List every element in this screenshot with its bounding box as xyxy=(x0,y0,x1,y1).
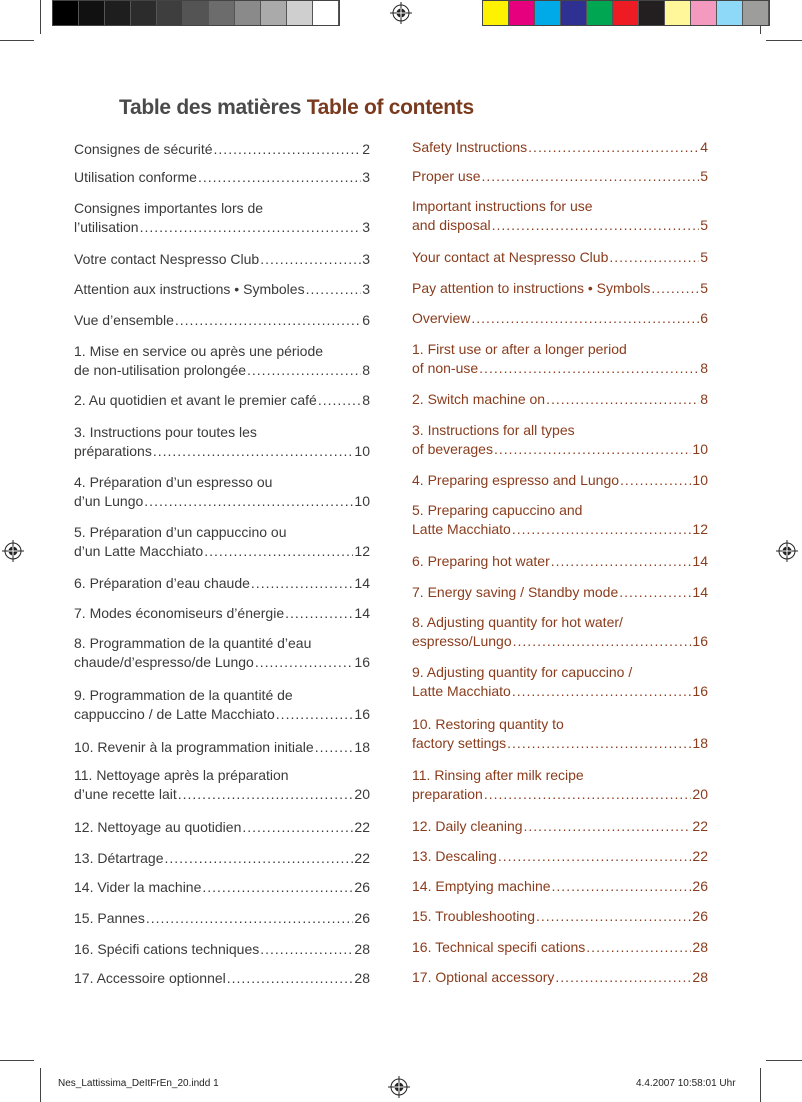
toc-leader-dots xyxy=(619,583,691,602)
toc-entry-title: 14. Emptying machine xyxy=(412,878,551,894)
toc-entry[interactable] xyxy=(74,473,370,511)
color-swatch xyxy=(183,1,209,25)
toc-page-number: 14 xyxy=(354,605,370,621)
toc-entry-title: of beverages xyxy=(412,441,493,457)
toc-leader-dots xyxy=(315,738,354,757)
color-swatch xyxy=(157,1,183,25)
toc-entry-title: of non-use xyxy=(412,360,479,376)
toc-entry-title: 17. Optional accessory xyxy=(412,969,555,985)
toc-entry-title: 15. Troubleshooting xyxy=(412,908,535,924)
toc-entry-title: cappuccino / de Latte Macchiato xyxy=(74,706,275,722)
toc-entry[interactable] xyxy=(412,766,708,804)
toc-entry-title: preparation xyxy=(412,786,483,802)
toc-entry[interactable] xyxy=(74,140,370,159)
registration-mark-icon xyxy=(390,2,412,24)
toc-leader-dots xyxy=(512,520,692,539)
toc-entry[interactable] xyxy=(74,311,370,330)
toc-entry[interactable] xyxy=(412,279,708,298)
toc-page-number: 14 xyxy=(692,584,708,600)
toc-entry[interactable] xyxy=(74,634,370,672)
toc-entry-title: l’utilisation xyxy=(74,219,139,235)
toc-page-number: 20 xyxy=(692,786,708,802)
toc-leader-dots xyxy=(260,940,353,959)
color-swatch xyxy=(639,1,665,25)
toc-entry[interactable] xyxy=(74,250,370,269)
toc-entry-title: Your contact at Nespresso Club xyxy=(412,249,609,265)
toc-leader-dots xyxy=(175,311,361,330)
toc-entry[interactable] xyxy=(74,423,370,461)
toc-page-number: 28 xyxy=(354,941,370,957)
toc-leader-dots xyxy=(546,390,699,409)
title-french: Table des matières xyxy=(119,96,302,119)
toc-leader-dots xyxy=(255,653,354,672)
toc-entry-title: 8. Programmation de la quantité d’eau xyxy=(74,635,312,651)
crop-mark xyxy=(0,40,34,41)
toc-entry-title: factory settings xyxy=(412,735,507,751)
toc-entry-title: Consignes importantes lors de xyxy=(74,200,264,216)
toc-leader-dots xyxy=(214,140,362,159)
toc-page-number: 10 xyxy=(692,472,708,488)
toc-entry[interactable] xyxy=(412,552,708,571)
toc-entry-title: de non-utilisation prolongée xyxy=(74,362,247,378)
toc-entry-title: 6. Préparation d’eau chaude xyxy=(74,575,250,591)
toc-leader-dots xyxy=(306,280,362,299)
color-swatch xyxy=(509,1,535,25)
toc-entry[interactable] xyxy=(412,390,708,409)
toc-leader-dots xyxy=(247,361,361,380)
color-swatch xyxy=(209,1,235,25)
toc-leader-dots xyxy=(513,632,692,651)
toc-entry-title: 7. Modes économiseurs d’énergie xyxy=(74,605,285,621)
toc-entry[interactable] xyxy=(74,818,370,837)
grayscale-color-bar xyxy=(52,0,340,26)
toc-entry-title: préparations xyxy=(74,443,152,459)
toc-leader-dots xyxy=(528,138,699,157)
toc-entry-title: 3. Instructions pour toutes les xyxy=(74,424,257,440)
toc-page-number: 3 xyxy=(362,169,370,185)
toc-entry[interactable] xyxy=(412,847,708,866)
toc-leader-dots xyxy=(204,542,353,561)
toc-entry-title: 9. Adjusting quantity for capuccino / xyxy=(412,664,633,680)
toc-page-number: 3 xyxy=(362,251,370,267)
toc-page-number: 6 xyxy=(362,312,370,328)
toc-entry-title: 12. Nettoyage au quotidien xyxy=(74,819,242,835)
toc-entry-title: Utilisation conforme xyxy=(74,169,197,185)
toc-entry-title: 9. Programmation de la quantité de xyxy=(74,687,293,703)
toc-page-number: 3 xyxy=(362,219,370,235)
color-swatch xyxy=(535,1,561,25)
toc-page-number: 8 xyxy=(700,360,708,376)
toc-entry[interactable] xyxy=(74,686,370,724)
color-swatch xyxy=(79,1,105,25)
toc-entry-title: d’une recette lait xyxy=(74,786,177,802)
toc-entry-title: Consignes de sécurité xyxy=(74,141,213,157)
toc-entry-title: 4. Préparation d’un espresso ou xyxy=(74,474,273,490)
color-swatch xyxy=(561,1,587,25)
toc-page-number: 16 xyxy=(692,683,708,699)
toc-page-number: 26 xyxy=(692,878,708,894)
toc-entry-title: 5. Preparing capuccino and xyxy=(412,502,583,518)
toc-entry-title: and disposal xyxy=(412,217,491,233)
toc-leader-dots xyxy=(242,818,353,837)
toc-entry-title: 7. Energy saving / Standby mode xyxy=(412,584,619,600)
toc-leader-dots xyxy=(586,938,691,957)
page-title xyxy=(119,96,474,120)
crop-mark xyxy=(766,1060,802,1061)
toc-entry[interactable] xyxy=(412,471,708,490)
toc-page-number: 8 xyxy=(362,392,370,408)
toc-entry-title: d’un Lungo xyxy=(74,493,144,509)
toc-entry-title: Attention aux instructions • Symboles xyxy=(74,281,305,297)
toc-entry[interactable] xyxy=(412,715,708,753)
toc-leader-dots xyxy=(178,785,354,804)
toc-page-number: 5 xyxy=(700,280,708,296)
color-swatch xyxy=(613,1,639,25)
registration-mark-icon xyxy=(2,540,24,562)
toc-entry-title: espresso/Lungo xyxy=(412,633,512,649)
toc-entry-title: 12. Daily cleaning xyxy=(412,818,523,834)
toc-entry-title: 11. Rinsing after milk recipe xyxy=(412,767,584,783)
color-swatch xyxy=(105,1,131,25)
toc-leader-dots xyxy=(165,849,354,868)
color-swatch xyxy=(53,1,79,25)
toc-entry-title: Votre contact Nespresso Club xyxy=(74,251,260,267)
title-english: Table of contents xyxy=(306,96,474,119)
toc-entry-title: 2. Switch machine on xyxy=(412,391,546,407)
toc-leader-dots xyxy=(536,907,691,926)
toc-entry[interactable] xyxy=(412,613,708,651)
toc-entry[interactable] xyxy=(74,574,370,593)
color-swatch xyxy=(287,1,313,25)
toc-page-number: 10 xyxy=(354,493,370,509)
toc-entry-title: 3. Instructions for all types xyxy=(412,422,575,438)
color-swatch xyxy=(313,1,339,25)
toc-page-number: 5 xyxy=(700,249,708,265)
toc-entry[interactable] xyxy=(74,280,370,299)
toc-leader-dots xyxy=(498,847,692,866)
toc-entry[interactable] xyxy=(412,583,708,602)
toc-page-number: 18 xyxy=(354,739,370,755)
toc-leader-dots xyxy=(551,552,692,571)
toc-entry-title: Pay attention to instructions • Symbols xyxy=(412,280,651,296)
toc-entry-title: Safety Instructions xyxy=(412,139,528,155)
toc-leader-dots xyxy=(227,969,354,988)
toc-page-number: 8 xyxy=(362,362,370,378)
color-swatch xyxy=(483,1,509,25)
process-color-bar xyxy=(482,0,770,26)
toc-leader-dots xyxy=(492,216,700,235)
toc-entry[interactable] xyxy=(412,248,708,267)
toc-leader-dots xyxy=(651,279,699,298)
toc-leader-dots xyxy=(484,785,692,804)
toc-entry-title: 5. Préparation d’un cappuccino ou xyxy=(74,524,287,540)
toc-leader-dots xyxy=(276,705,354,724)
toc-leader-dots xyxy=(285,604,353,623)
crop-mark xyxy=(0,1060,34,1061)
toc-page-number: 2 xyxy=(362,141,370,157)
toc-entry-title: Proper use xyxy=(412,168,481,184)
toc-page-number: 10 xyxy=(354,443,370,459)
toc-entry-title: 16. Technical specifi cations xyxy=(412,939,586,955)
toc-entry-title: 10. Revenir à la programmation initiale xyxy=(74,739,314,755)
toc-entry[interactable] xyxy=(74,849,370,868)
color-swatch xyxy=(691,1,717,25)
toc-entry[interactable] xyxy=(74,969,370,988)
toc-entry-title: 15. Pannes xyxy=(74,910,145,926)
toc-leader-dots xyxy=(620,471,691,490)
toc-entry[interactable] xyxy=(412,877,708,896)
toc-entry[interactable] xyxy=(412,907,708,926)
toc-entry[interactable] xyxy=(412,817,708,836)
toc-page-number: 16 xyxy=(354,706,370,722)
toc-page-number: 6 xyxy=(700,310,708,326)
toc-entry[interactable] xyxy=(74,604,370,623)
toc-page-number: 22 xyxy=(354,819,370,835)
toc-entry[interactable] xyxy=(74,523,370,561)
toc-page-number: 16 xyxy=(354,654,370,670)
toc-entry-title: Vue d’ensemble xyxy=(74,312,174,328)
toc-page-number: 5 xyxy=(700,168,708,184)
toc-entry[interactable] xyxy=(412,309,708,328)
toc-entry[interactable] xyxy=(74,168,370,187)
toc-page-number: 22 xyxy=(692,818,708,834)
color-swatch xyxy=(587,1,613,25)
registration-mark-icon xyxy=(388,1076,410,1098)
toc-leader-dots xyxy=(146,909,354,928)
toc-page-number: 28 xyxy=(354,970,370,986)
toc-leader-dots xyxy=(479,359,699,378)
toc-page-number: 22 xyxy=(354,850,370,866)
toc-page-number: 20 xyxy=(354,786,370,802)
toc-entry[interactable] xyxy=(74,909,370,928)
toc-leader-dots xyxy=(481,167,699,186)
toc-entry-title: Important instructions for use xyxy=(412,198,593,214)
crop-mark xyxy=(40,1068,41,1102)
toc-leader-dots xyxy=(609,248,699,267)
toc-page-number: 8 xyxy=(700,391,708,407)
footer-filename: Nes_Lattissima_DeItFrEn_20.indd 1 xyxy=(58,1078,219,1089)
toc-entry[interactable] xyxy=(74,940,370,959)
toc-entry[interactable] xyxy=(74,391,370,410)
toc-page-number: 26 xyxy=(354,879,370,895)
color-swatch xyxy=(261,1,287,25)
toc-entry-title: chaude/d’espresso/de Lungo xyxy=(74,654,254,670)
toc-leader-dots xyxy=(507,734,691,753)
toc-leader-dots xyxy=(318,391,361,410)
toc-entry-title: Latte Macchiato xyxy=(412,683,511,699)
toc-entry-title: 1. First use or after a longer period xyxy=(412,341,627,357)
toc-entry[interactable] xyxy=(74,199,370,237)
toc-entry-title: d’un Latte Macchiato xyxy=(74,543,204,559)
toc-entry[interactable] xyxy=(412,501,708,539)
toc-page-number: 28 xyxy=(692,939,708,955)
toc-entry-title: 4. Preparing espresso and Lungo xyxy=(412,472,620,488)
toc-entry[interactable] xyxy=(74,342,370,380)
toc-entry-title: Overview xyxy=(412,310,471,326)
toc-page-number: 28 xyxy=(692,969,708,985)
toc-entry-title: 1. Mise en service ou après une période xyxy=(74,343,324,359)
toc-entry-title: 10. Restoring quantity to xyxy=(412,716,564,732)
toc-leader-dots xyxy=(260,250,361,269)
toc-entry[interactable] xyxy=(74,738,370,757)
toc-leader-dots xyxy=(494,440,691,459)
toc-page-number: 26 xyxy=(354,910,370,926)
toc-entry[interactable] xyxy=(412,421,708,459)
crop-mark xyxy=(766,40,802,41)
toc-leader-dots xyxy=(202,878,353,897)
toc-page-number: 3 xyxy=(362,281,370,297)
toc-entry[interactable] xyxy=(412,968,708,987)
toc-entry[interactable] xyxy=(74,878,370,897)
toc-page-number: 26 xyxy=(692,908,708,924)
toc-leader-dots xyxy=(471,309,699,328)
toc-entry-title: 2. Au quotidien et avant le premier café xyxy=(74,392,317,408)
toc-entry-title: 6. Preparing hot water xyxy=(412,553,550,569)
toc-leader-dots xyxy=(153,442,354,461)
color-swatch xyxy=(717,1,743,25)
toc-leader-dots xyxy=(144,492,353,511)
toc-page-number: 18 xyxy=(692,735,708,751)
toc-entry-title: 14. Vider la machine xyxy=(74,879,202,895)
color-swatch xyxy=(131,1,157,25)
toc-entry[interactable] xyxy=(412,167,708,186)
color-swatch xyxy=(235,1,261,25)
toc-leader-dots xyxy=(512,682,692,701)
toc-entry-title: 13. Descaling xyxy=(412,848,497,864)
toc-entry-title: 17. Accessoire optionnel xyxy=(74,970,226,986)
toc-entry-title: Latte Macchiato xyxy=(412,521,511,537)
toc-page-number: 12 xyxy=(692,521,708,537)
footer-datetime: 4.4.2007 10:58:01 Uhr xyxy=(636,1078,736,1089)
color-swatch xyxy=(665,1,691,25)
toc-entry-title: 11. Nettoyage après la préparation xyxy=(74,767,289,783)
toc-entry[interactable] xyxy=(412,663,708,701)
toc-page-number: 14 xyxy=(354,575,370,591)
toc-leader-dots xyxy=(140,218,362,237)
color-swatch xyxy=(743,1,769,25)
toc-entry[interactable] xyxy=(412,197,708,235)
toc-page-number: 10 xyxy=(692,441,708,457)
registration-mark-icon xyxy=(776,540,798,562)
toc-page-number: 22 xyxy=(692,848,708,864)
toc-entry[interactable] xyxy=(74,766,370,804)
toc-leader-dots xyxy=(524,817,692,836)
toc-page-number: 12 xyxy=(354,543,370,559)
toc-page-number: 4 xyxy=(700,139,708,155)
toc-page-number: 5 xyxy=(700,217,708,233)
toc-entry-title: 8. Adjusting quantity for hot water/ xyxy=(412,614,623,630)
toc-leader-dots xyxy=(198,168,361,187)
toc-entry[interactable] xyxy=(412,938,708,957)
toc-leader-dots xyxy=(555,968,691,987)
toc-entry[interactable] xyxy=(412,138,708,157)
toc-page-number: 14 xyxy=(692,553,708,569)
toc-entry[interactable] xyxy=(412,340,708,378)
toc-leader-dots xyxy=(251,574,354,593)
toc-leader-dots xyxy=(552,877,692,896)
crop-mark xyxy=(40,0,41,34)
toc-entry-title: 13. Détartrage xyxy=(74,850,164,866)
crop-mark xyxy=(760,1068,761,1102)
toc-entry-title: 16. Spécifi cations techniques xyxy=(74,941,260,957)
toc-page-number: 16 xyxy=(692,633,708,649)
